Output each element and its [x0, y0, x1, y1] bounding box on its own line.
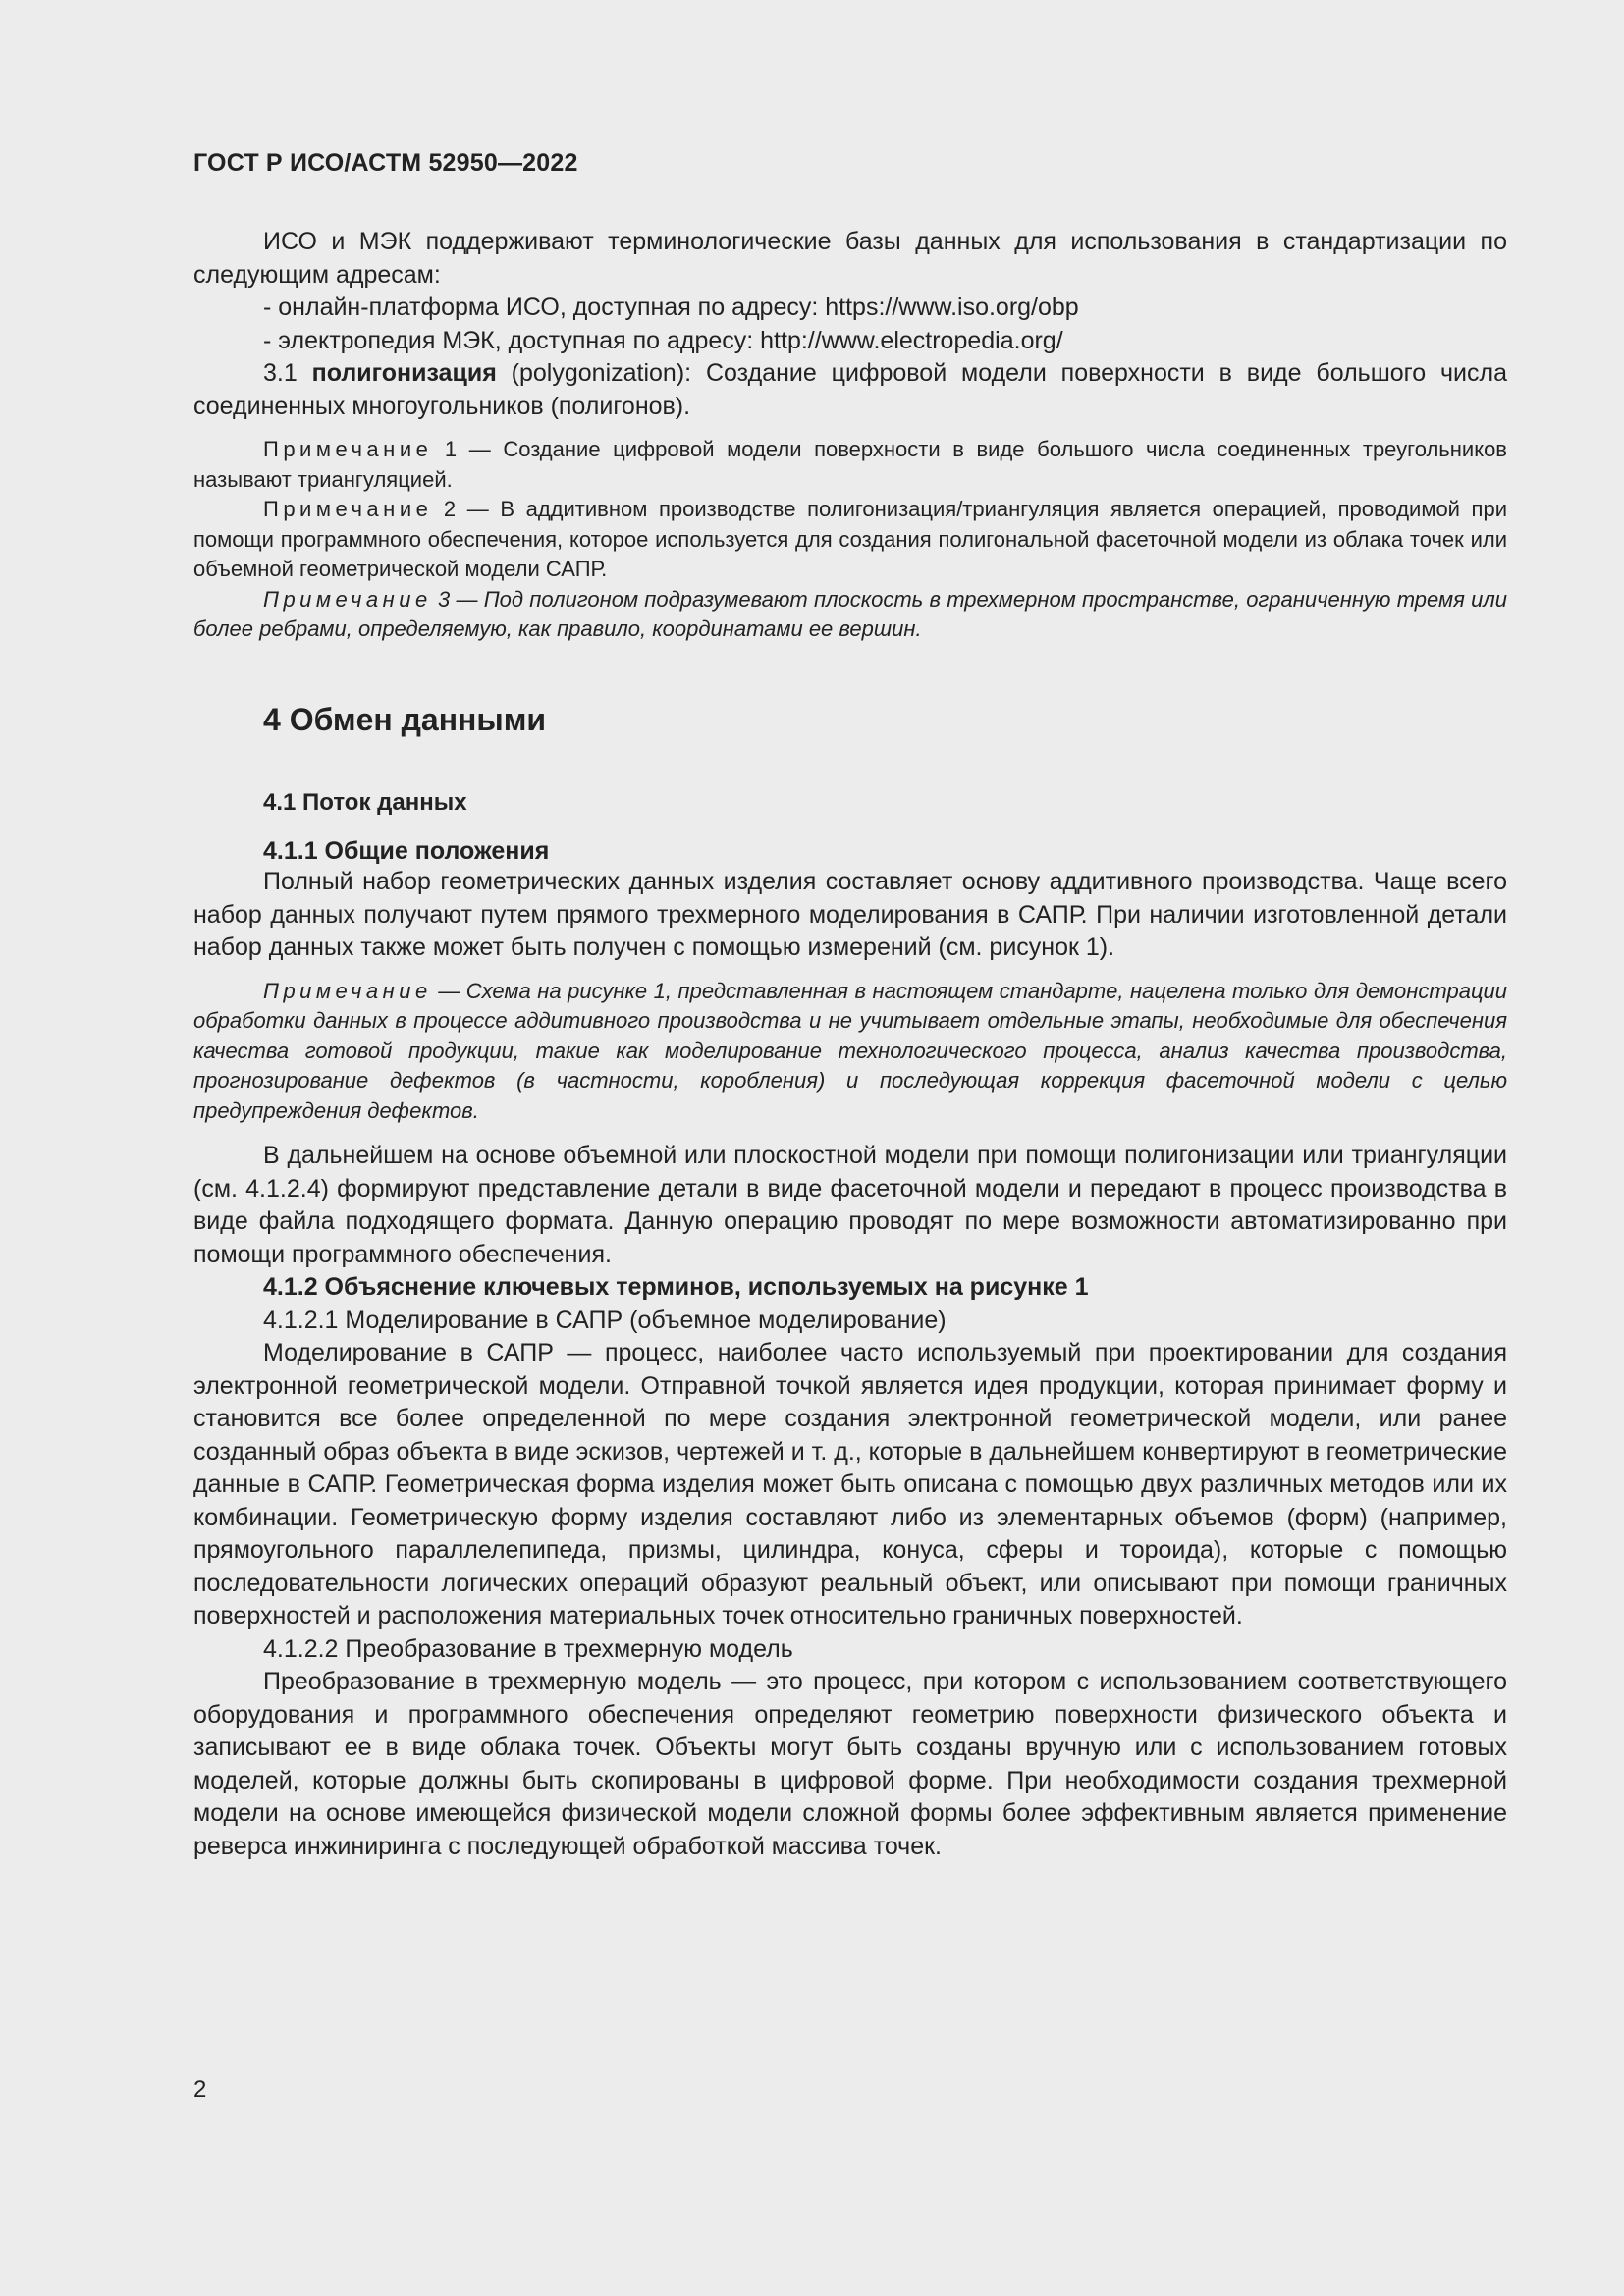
- note-2: [193, 495, 1507, 585]
- list-item: - электропедия МЭК, доступная по адресу: http://www.electropedia.org/: [263, 326, 1063, 354]
- term-text: (polygonization): Создание цифровой модели поверхности в виде большого числа соединенных многоугольников (полигонов).: [193, 359, 1507, 420]
- note-3: [193, 585, 1507, 645]
- clause-heading: 4.1.1 Общие положения: [263, 837, 550, 865]
- section-4-heading-block: [193, 702, 1507, 738]
- clause-heading: 4.1.2.2 Преобразование в трехмерную модель: [263, 1634, 793, 1663]
- paragraph: Моделирование в САПР — процесс, наиболее часто используемый при проектировании для создания электронной геометрической модели. Отправной точкой является идея продукции, которая принимает форму и становится все более определенной по мере создания электронной геометрической модели, или ранее созданный образ объекта в виде эскизов, чертежей и т. д., которые в дальнейшем конвертируют в геометрические данные в САПР. Геометрическая форма изделия может быть описана с помощью двух различных методов или их комбинации. Геометрическую форму изделия составляют либо из элементарных объемов (форм) (например, прямоугольного параллелепипеда, призмы, цилиндра, конуса, сферы и тороида), которые с помощью последовательности логических операций образуют реальный объект, или описывают при помощи граничных поверхностей и расположения материальных точек относительно граничных поверхностей.: [193, 1339, 1507, 1629]
- note-text: 2 — В аддитивном производстве полигонизация/триангуляция является операцией, проводимой при помощи программного обеспечения, которое используется для создания полигональной фасеточной модели из облака точек или объемной геометрической модели САПР.: [193, 497, 1507, 581]
- subsection-heading: 4.1 Поток данных: [263, 789, 467, 816]
- note-label: Примечание: [263, 978, 432, 1003]
- clause-heading: 4.1.2.1 Моделирование в САПР (объемное моделирование): [263, 1306, 947, 1334]
- note-1: [193, 435, 1507, 495]
- paragraph: Преобразование в трехмерную модель — это процесс, при котором с использованием соответствующего оборудования и программного обеспечения определяют геометрию поверхности физического объекта и записывают ее в виде облака точек. Объекты могут быть созданы вручную или с использованием готовых моделей, которые должны быть скопированы в цифровой форме. При необходимости создания трехмерной модели на основе имеющейся физической модели сложной формы более эффективным является применение реверса инжиниринга с последующей обработкой массива точек.: [193, 1668, 1507, 1860]
- note-label: Примечание: [263, 497, 433, 521]
- note-text: 3 — Под полигоном подразумевают плоскость в трехмерном пространстве, ограниченную тремя или более ребрами, определяемую, как правило, координатами ее вершин.: [193, 586, 1507, 641]
- note-label: Примечание: [263, 586, 432, 612]
- note: [193, 977, 1507, 1127]
- document-header: ГОСТ Р ИСО/АСТМ 52950—2022: [193, 149, 578, 177]
- notes-block: [193, 435, 1507, 645]
- section-4-body: [193, 836, 1507, 1863]
- paragraph: Полный набор геометрических данных изделия составляет основу аддитивного производства. Чаще всего набор данных получают путем прямого трехмерного моделирования в САПР. При наличии изготовленной детали набор данных также может быть получен с помощью измерений (см. рисунок 1).: [193, 868, 1507, 961]
- term-name: полигонизация: [311, 359, 497, 387]
- note-text: — Схема на рисунке 1, представленная в настоящем стандарте, нацелена только для демонстрации обработки данных в процессе аддитивного производства и не учитывает отдельные этапы, необходимые для обеспечения качества готовой продукции, такие как моделирование технологического процесса, анализ качества производства, прогнозирование дефектов (в частности, коробления) и последующая коррекция фасеточной модели с целью предупреждения дефектов.: [193, 978, 1507, 1123]
- subsection-4-1-block: [193, 789, 1507, 817]
- paragraph: В дальнейшем на основе объемной или плоскостной модели при помощи полигонизации или триангуляции (см. 4.1.2.4) формируют представление детали в виде фасеточной модели и передают в процесс производства в виде файла подходящего формата. Данную операцию проводят по мере возможности автоматизированно при помощи программного обеспечения.: [193, 1142, 1507, 1268]
- intro-paragraph: ИСО и МЭК поддерживают терминологические базы данных для использования в стандартизации по следующим адресам:: [193, 228, 1507, 289]
- intro-block: [193, 226, 1507, 423]
- page-number: 2: [193, 2076, 207, 2103]
- list-item: - онлайн-платформа ИСО, доступная по адресу: https://www.iso.org/obp: [263, 294, 1079, 321]
- section-heading: 4 Обмен данными: [263, 702, 547, 737]
- term-number: 3.1: [263, 359, 312, 387]
- clause-heading: 4.1.2 Объяснение ключевых терминов, используемых на рисунке 1: [263, 1273, 1089, 1301]
- term-definition: [193, 357, 1507, 423]
- note-label: Примечание: [263, 437, 433, 461]
- note-text: 1 — Создание цифровой модели поверхности в виде большого числа соединенных треугольников называют триангуляцией.: [193, 437, 1507, 492]
